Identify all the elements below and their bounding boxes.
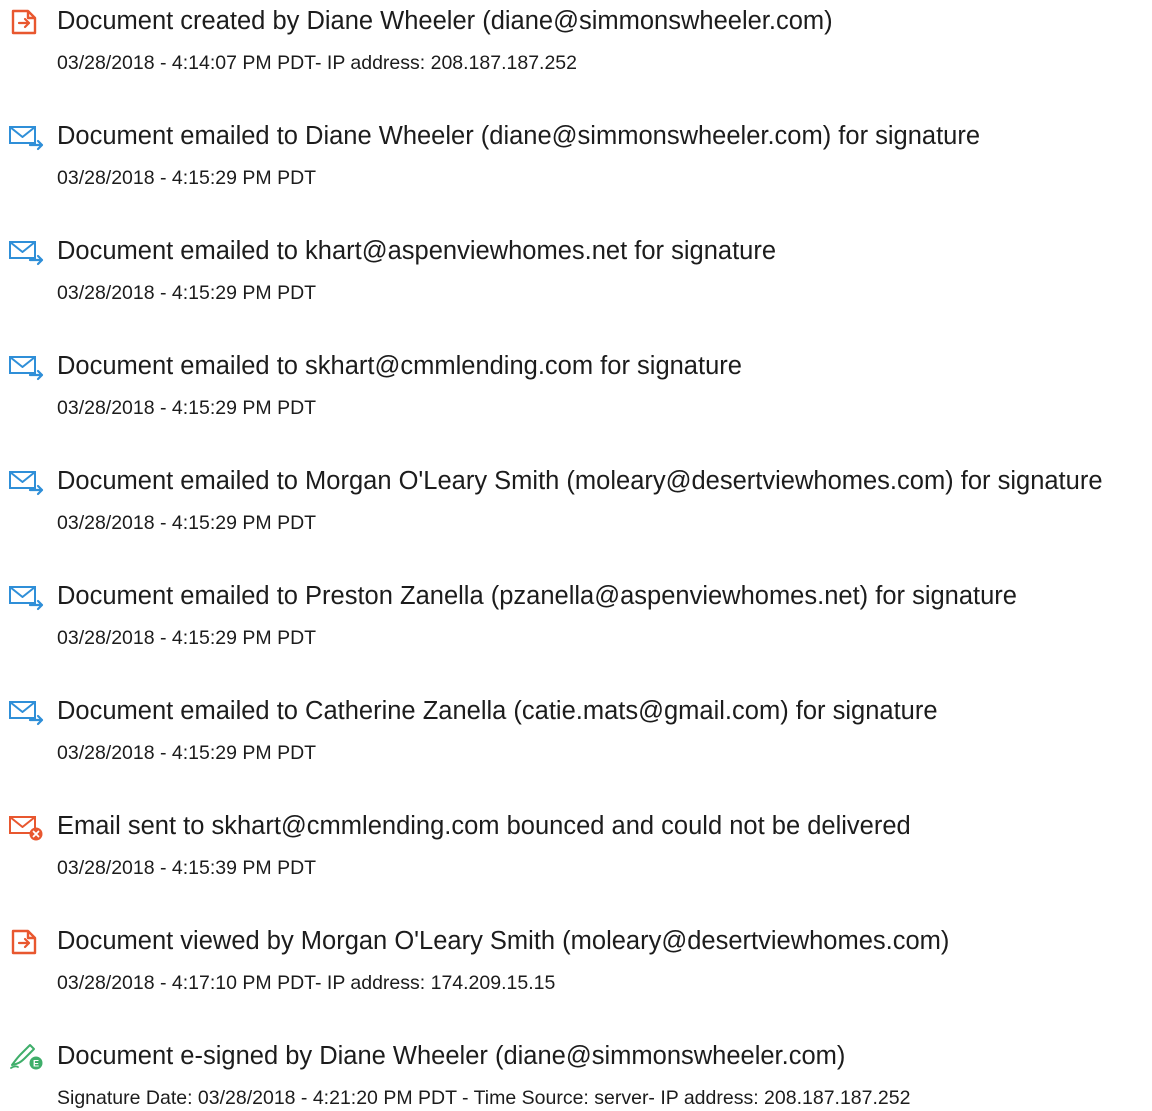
event-timestamp: 03/28/2018 - 4:15:29 PM PDT <box>57 512 317 534</box>
email-sent-icon <box>8 121 44 151</box>
svg-text:E: E <box>32 1058 40 1069</box>
audit-event-emailed <box>0 460 1152 560</box>
email-sent-icon <box>8 696 44 726</box>
event-timestamp: 03/28/2018 - 4:15:29 PM PDT <box>57 397 317 419</box>
audit-event-emailed <box>0 690 1152 790</box>
event-timestamp: 03/28/2018 - 4:15:29 PM PDT <box>57 282 317 304</box>
event-title: Document emailed to Diane Wheeler (diane@simmonswheeler.com) for signature <box>57 122 981 150</box>
audit-event-created <box>0 0 1152 100</box>
email-sent-icon <box>8 351 44 381</box>
event-title: Document emailed to skhart@cmmlending.com for signature <box>57 352 742 380</box>
event-title: Document created by Diane Wheeler (diane@simmonswheeler.com) <box>57 7 833 35</box>
event-title: Document emailed to Preston Zanella (pzanella@aspenviewhomes.net) for signature <box>57 582 1017 610</box>
email-bounced-icon <box>8 811 44 841</box>
event-timestamp: 03/28/2018 - 4:17:10 PM PDT- IP address: 174.209.15.15 <box>57 972 556 994</box>
event-timestamp: 03/28/2018 - 4:15:29 PM PDT <box>57 167 317 189</box>
event-timestamp: 03/28/2018 - 4:15:29 PM PDT <box>57 627 317 649</box>
event-timestamp: 03/28/2018 - 4:15:29 PM PDT <box>57 742 317 764</box>
audit-event-emailed <box>0 575 1152 675</box>
document-created-icon <box>8 6 44 36</box>
event-title: Email sent to skhart@cmmlending.com bounced and could not be delivered <box>57 812 911 840</box>
email-sent-icon <box>8 581 44 611</box>
event-title: Document e-signed by Diane Wheeler (diane@simmonswheeler.com) <box>57 1042 846 1070</box>
event-title: Document emailed to khart@aspenviewhomes.net for signature <box>57 237 777 265</box>
event-title: Document emailed to Morgan O'Leary Smith (moleary@desertviewhomes.com) for signature <box>57 467 1103 495</box>
email-sent-icon <box>8 466 44 496</box>
audit-event-e-signed <box>0 1035 1152 1109</box>
event-title: Document emailed to Catherine Zanella (catie.mats@gmail.com) for signature <box>57 697 938 725</box>
audit-event-bounced <box>0 805 1152 905</box>
event-title: Document viewed by Morgan O'Leary Smith (moleary@desertviewhomes.com) <box>57 927 950 955</box>
audit-event-emailed <box>0 345 1152 445</box>
audit-event-viewed <box>0 920 1152 1020</box>
e-signed-icon <box>8 1041 44 1071</box>
email-sent-icon <box>8 236 44 266</box>
event-timestamp: 03/28/2018 - 4:15:39 PM PDT <box>57 857 317 879</box>
event-timestamp: 03/28/2018 - 4:14:07 PM PDT- IP address: 208.187.187.252 <box>57 52 577 74</box>
audit-event-emailed <box>0 230 1152 330</box>
audit-event-emailed <box>0 115 1152 215</box>
event-timestamp: Signature Date: 03/28/2018 - 4:21:20 PM PDT - Time Source: server- IP address: 208.187.187.252 <box>57 1087 911 1109</box>
document-viewed-icon <box>8 926 44 956</box>
